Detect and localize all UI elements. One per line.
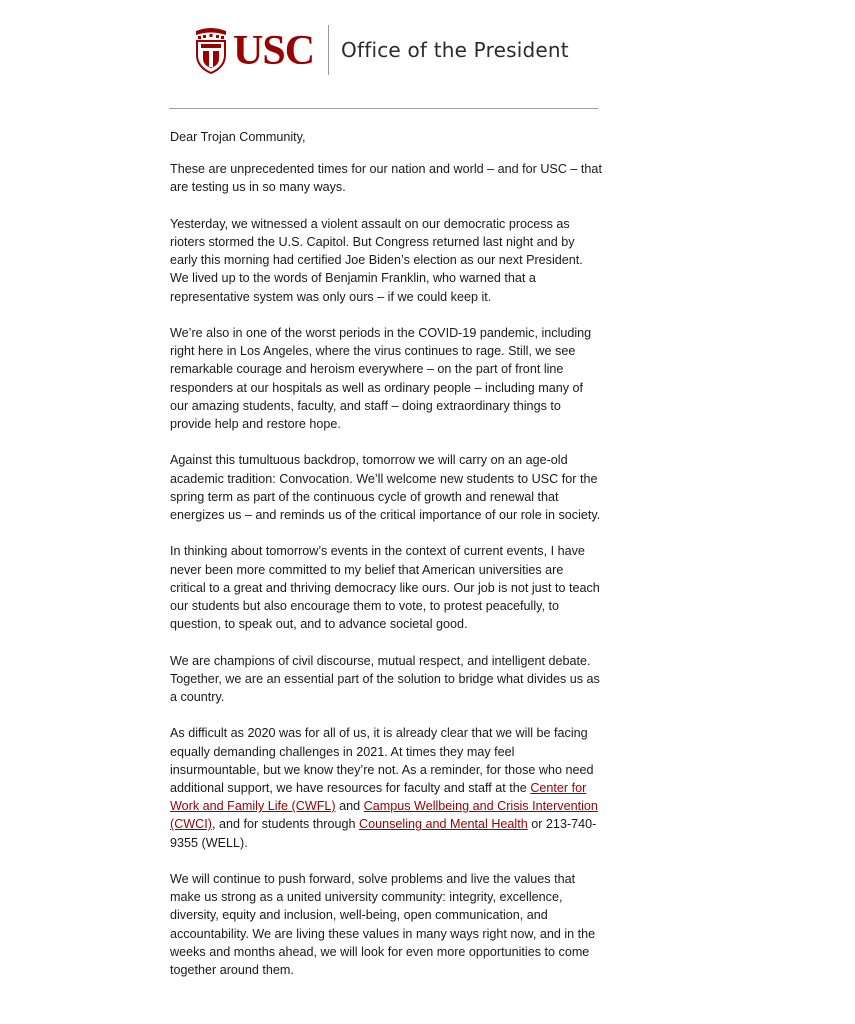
letter-header: [193, 22, 569, 78]
paragraph-civil-discourse: We are champions of civil discourse, mutual respect, and intelligent debate. Together, we are an essential part of the solution to bridge what divides us as a country.: [170, 653, 600, 705]
support-text-2: and: [335, 799, 364, 814]
paragraph-pandemic: We’re also in one of the worst periods in the COVID-19 pandemic, including right here in Los Angeles, where the virus continues to rage. Still, we see remarkable courage and heroism everywhere – on the part of front line responders at our hospitals as well as ordinary people – including many of our amazing students, faculty, and staff – doing extraordinary things to provide help and restore hope.: [170, 326, 592, 432]
paragraph-support: [170, 724, 602, 851]
paragraph-closing: We will continue to push forward, solve problems and live the values that make us strong as a united university community: integrity, excellence, diversity, equity and inclusion, well-being, open communication, and accountability. We are living these values in many ways right now, and in the weeks and months ahead, we will look for even more opportunities to come together around them.: [170, 872, 596, 978]
usc-seal-icon: [193, 25, 229, 75]
letter-body: [170, 128, 602, 997]
support-text-4: or 213-740-9355 (WELL).: [170, 817, 597, 850]
support-text-1: As difficult as 2020 was for all of us, it is already clear that we will be facing equally demanding challenges in 2021. At times they may feel insurmountable, but we know they’re not. As a reminder, for those who need additional support, we have resources for faculty and staff at the: [170, 726, 594, 796]
office-title: Office of the President: [341, 38, 569, 62]
support-text-3: , and for students through: [211, 817, 359, 832]
paragraph-unprecedented: These are unprecedented times for our nation and world – and for USC – that are testing us in so many ways.: [170, 162, 602, 195]
header-divider: [328, 25, 329, 75]
paragraph-democracy: In thinking about tomorrow’s events in the context of current events, I have never been more committed to my belief that American universities are critical to a great and thriving democracy like ours. Our job is not just to teach our students but also encourage them to vote, to protest peacefully, to question, to speak out, and to advance societal good.: [170, 544, 600, 632]
cwci-link[interactable]: Campus Wellbeing and Crisis Intervention (CWCI): [170, 799, 598, 832]
usc-logo-text: USC: [233, 28, 315, 74]
header-rule: [169, 108, 598, 109]
salutation: Dear Trojan Community,: [170, 130, 306, 144]
paragraph-convocation: Against this tumultuous backdrop, tomorrow we will carry on an age-old academic tradition: Convocation. We’ll welcome new students to USC for the spring term as part of the continuous cycle of growth and renewal that energizes us – and reminds us of the critical importance of our role in society.: [170, 453, 601, 523]
cwfl-link[interactable]: Center for Work and Family Life (CWFL): [170, 781, 587, 814]
paragraph-capitol: Yesterday, we witnessed a violent assault on our democratic process as rioters stormed the U.S. Capitol. But Congress returned last night and by early this morning had certified Joe Biden’s election as our next President. We lived up to the words of Benjamin Franklin, who warned that a representative system was only ours – if we could keep it.: [170, 216, 583, 304]
counseling-mental-health-link[interactable]: Counseling and Mental Health: [359, 817, 528, 832]
